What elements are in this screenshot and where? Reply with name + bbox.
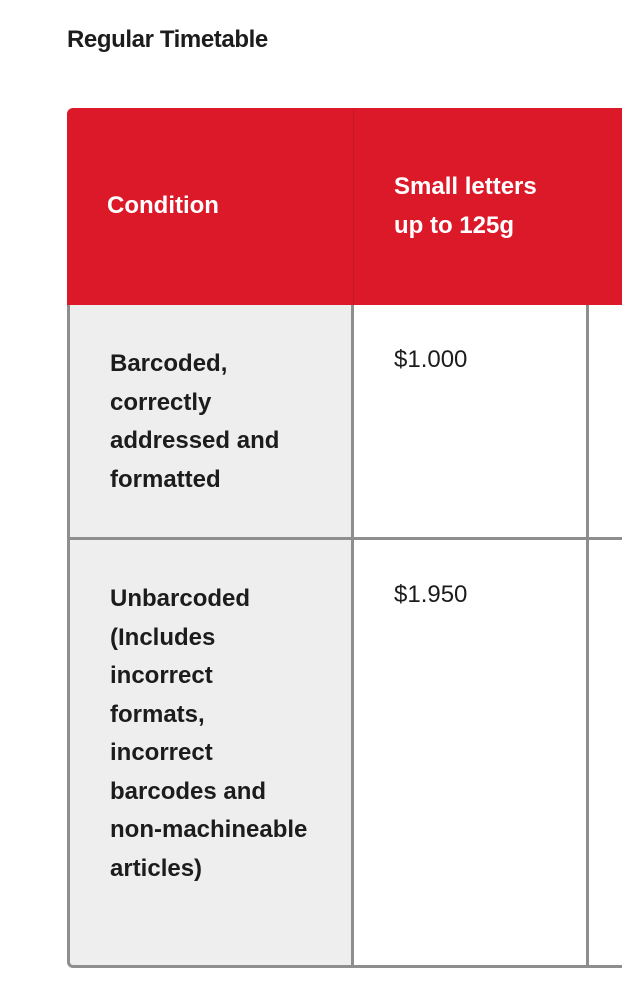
next-column-cell xyxy=(589,305,622,540)
condition-cell: Barcoded, correctly addressed and formatted xyxy=(67,305,354,540)
timetable xyxy=(67,108,622,968)
table-header-row xyxy=(67,108,622,305)
table-row xyxy=(67,305,622,540)
header-next-column xyxy=(589,108,622,305)
price-cell: $1.000 xyxy=(354,305,589,540)
page-title: Regular Timetable xyxy=(67,26,268,53)
header-small-letters: Small letters up to 125g xyxy=(354,108,589,305)
price-cell: $1.950 xyxy=(354,540,589,968)
next-column-cell xyxy=(589,540,622,968)
table-row xyxy=(67,540,622,968)
timetable-scroll-container[interactable] xyxy=(67,108,622,968)
header-condition: Condition xyxy=(67,108,354,305)
condition-cell: Unbarcoded (Includes incorrect formats, incorrect barcodes and non-machineable articles) xyxy=(67,540,354,968)
